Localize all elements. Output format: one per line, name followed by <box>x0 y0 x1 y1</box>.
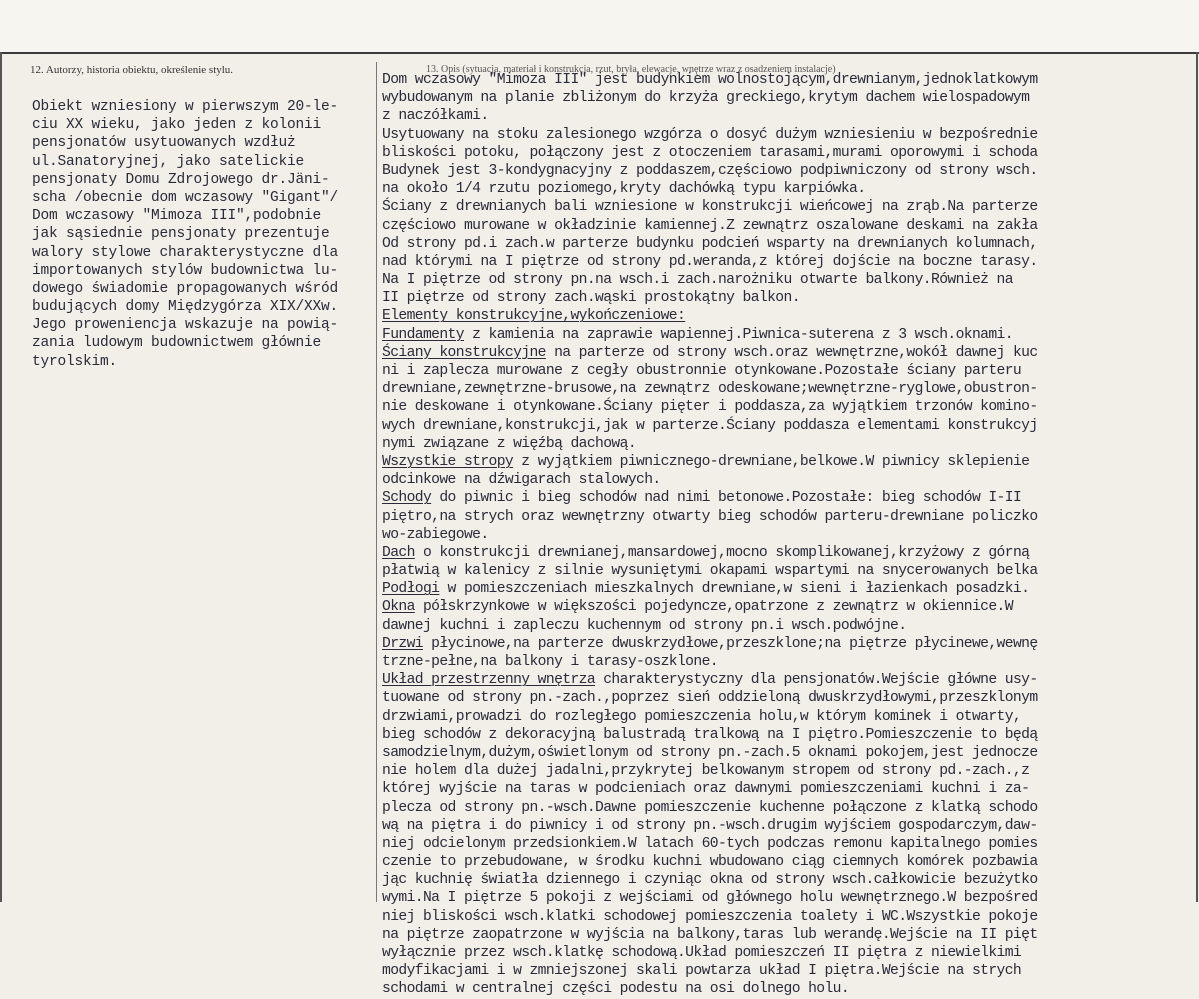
line-text: charakterystyczny dla pensjonatów.Wejście główne usy- <box>595 672 1038 689</box>
section-13-header: 13. Opis (sytuacja, materiał i konstrukcja, rzut, bryła, elewacje, wnętrze wraz z osadzeniem instalacje) <box>426 64 836 75</box>
line-text: piętro,na strych oraz wewnętrzny otwarty bieg schodów parteru-drewniane policzko <box>382 508 1038 525</box>
description-text-line <box>382 344 1196 362</box>
description-text-line <box>382 653 1196 671</box>
description-text-line <box>382 289 1196 307</box>
top-margin <box>0 0 1199 52</box>
line-text: odcinkowe na dźwigarach stalowych. <box>382 472 661 489</box>
description-text-line <box>382 508 1196 526</box>
underlined-section-label: Elementy konstrukcyjne,wykończeniowe: <box>382 308 686 325</box>
line-text: nad którymi na I piętrze od strony pd.weranda,z której dojście na boczne tarasy. <box>382 253 1038 270</box>
description-text-line <box>382 235 1196 253</box>
form-left-border <box>0 52 2 902</box>
description-text-line <box>382 126 1196 144</box>
description-text-line <box>382 671 1196 689</box>
description-text-line <box>382 271 1196 289</box>
history-text-line: scha /obecnie dom wczasowy "Gigant"/ <box>32 189 339 206</box>
line-text: o konstrukcji drewnianej,mansardowej,mocno skomplikowanej,krzyżowy z górną <box>414 544 1030 561</box>
line-text: samodzielnym,dużym,oświetlonym od strony pn.-zach.5 oknami pokojem,jest jednocze <box>382 744 1038 761</box>
description-text-line <box>382 817 1196 835</box>
line-text: na około 1/4 rzutu poziomego,kryty dachówką typu karpiówka. <box>382 181 866 198</box>
line-text: schodami w centralnej części podestu na osi dolnego holu. <box>382 981 850 998</box>
history-text-line: Jego proweniencja wskazuje na powią- <box>32 317 339 334</box>
line-text: bieg schodów z dekoracyjną balustradą tralkową na I piętro.Pomieszczenie to będą <box>382 726 1038 743</box>
line-text: płycinowe,na parterze dwuskrzydłowe,przeszklone;na piętrze płycinewe,wewnę <box>422 635 1038 652</box>
description-text-line <box>382 708 1196 726</box>
line-text: trzne-pełne,na balkony i tarasy-oszklone. <box>382 654 718 670</box>
line-text: tuowane od strony pn.-zach.,poprzez sień oddzieloną dwuskrzydłowymi,przeszklonym <box>382 690 1038 707</box>
line-text: płatwią w kalenicy z silnie wysuniętymi okapami wspartymi na snycerowanych belka <box>382 563 1038 580</box>
description-text-line <box>382 362 1196 380</box>
description-text-line <box>382 799 1196 817</box>
section-12-header: 12. Autorzy, historia obiektu, określenie stylu. <box>30 64 234 76</box>
description-text-line <box>382 326 1196 344</box>
line-text: II piętrze od strony zach.wąski prostokątny balkon. <box>382 290 800 307</box>
line-text: Budynek jest 3-kondygnacyjny z poddaszem,częściowo podpiwniczony od strony wsch. <box>382 162 1038 179</box>
description-text-line <box>382 526 1196 544</box>
history-text-line: walory stylowe charakterystyczne dla <box>32 244 339 261</box>
description-text-line <box>382 198 1196 216</box>
underlined-section-label: Dach <box>382 544 415 561</box>
description-text-line <box>382 217 1196 235</box>
description-text-line <box>382 726 1196 744</box>
underlined-section-label: Fundamenty <box>382 326 464 343</box>
underlined-section-label: Ściany konstrukcyjne <box>382 344 546 361</box>
description-text-line <box>382 853 1196 871</box>
description-text-line <box>382 689 1196 707</box>
line-text: modyfikacjami i w zmniejszonej skali powtarza układ I piętra.Wejście na strych <box>382 963 1022 980</box>
description-text-line <box>382 744 1196 762</box>
description-text-line <box>382 144 1196 162</box>
line-text: Ściany z drewnianych bali wzniesione w konstrukcji wieńcowej na zrąb.Na parterze <box>382 199 1038 216</box>
line-text: czenie to przebudowane, w środku kuchni wbudowano ciąg ciemnych komórek pozbawia <box>382 854 1038 871</box>
line-text: niej odcielonym przedsionkiem.W latach 60-tych podczas remonu kapitalnego pomies <box>382 835 1038 852</box>
line-text: wo-zabiegowe. <box>382 526 489 543</box>
history-text-line: ciu XX wieku, jako jeden z kolonii <box>32 117 322 134</box>
line-text: ni i zaplecza murowane z cegły obustronnie otynkowane.Pozostałe ściany parteru <box>382 363 1022 379</box>
description-text-line <box>382 598 1196 616</box>
line-text: z wyjątkiem piwnicznego-drewniane,belkowe.W piwnicy sklepienie <box>513 453 1030 470</box>
line-text: nie deskowane i otynkowane.Ściany pięter i poddasza,za wyjątkiem trzonów komino- <box>382 399 1038 416</box>
line-text: wych drewniane,konstrukcji,jak w parterze.Ściany poddasza elementami konstrukcyj <box>382 417 1038 434</box>
description-text-line <box>382 417 1196 435</box>
description-text-line <box>382 871 1196 889</box>
line-text: Na I piętrze od strony pn.na wsch.i zach.narożniku otwarte balkony.Również na <box>382 272 1013 289</box>
description-text-line <box>382 926 1196 944</box>
line-text: Usytuowany na stoku zalesionego wzgórza o dosyć dużym wzniesieniu w bezpośrednie <box>382 126 1038 143</box>
line-text: Od strony pd.i zach.w parterze budynku podcień wsparty na drewnianych kolumnach, <box>382 235 1038 252</box>
description-text-line <box>382 380 1196 398</box>
history-text-column <box>32 98 370 398</box>
line-text: plecza od strony pn.-wsch.Dawne pomieszczenie kuchenne połączone z klatką schodo <box>382 799 1038 816</box>
line-text: wymi.Na I piętrze 5 pokoji z wejściami od głównego holu wewnętrznego.W bezpośred <box>382 890 1038 907</box>
history-text-line: zania ludowym budownictwem głównie <box>32 335 322 352</box>
description-text-line <box>382 435 1196 453</box>
history-text-line: pensjonaty Domu Zdrojowego dr.Jäni- <box>32 171 330 188</box>
description-text-line <box>382 162 1196 180</box>
form-top-border <box>0 52 1199 54</box>
description-text-line <box>382 944 1196 962</box>
underlined-section-label: Układ przestrzenny wnętrza <box>382 672 596 689</box>
history-text-line: jak sąsiednie pensjonaty prezentuje <box>32 226 330 243</box>
line-text: której wyjście na taras w podcieniach oraz dawnymi pomieszczeniami kuchni i za- <box>382 781 1030 798</box>
description-text-line <box>382 580 1196 598</box>
line-text: wyłącznie przez wsch.klatkę schodową.Układ pomieszczeń II piętra z niewielkimi <box>382 945 1022 961</box>
description-text-line <box>382 107 1196 125</box>
description-text-line <box>382 398 1196 416</box>
description-text-line <box>382 835 1196 853</box>
line-text: wą na piętra i do piwnicy i od strony pn.-wsch.drugim wyjściem gospodarczym,daw- <box>382 817 1038 834</box>
line-text: drzwiami,prowadzi do rozległego pomieszczenia holu,w którym kominek i otwarty, <box>382 708 1022 725</box>
underlined-section-label: Podłogi <box>382 581 440 598</box>
line-text: dawnej kuchni i zapleczu kuchennym od strony pn.i wsch.podwójne. <box>382 617 907 634</box>
history-text-line: pensjonatów usytuowanych wzdłuż <box>32 135 296 152</box>
description-text-line <box>382 489 1196 507</box>
line-text: z kamienia na zaprawie wapiennej.Piwnica-suterena z 3 wsch.oknami. <box>463 326 1013 343</box>
description-text-line <box>382 89 1196 107</box>
history-text-line: budujących domy Międzygórza XIX/XXw. <box>32 299 339 316</box>
description-text-line <box>382 908 1196 926</box>
line-text: na piętrze zaopatrzone w wyjścia na balkony,taras lub werandę.Wejście na II pięt <box>382 926 1038 943</box>
line-text: do piwnic i bieg schodów nad nimi betonowe.Pozostałe: bieg schodów I-II <box>431 490 1022 507</box>
description-text-line <box>382 562 1196 580</box>
history-text-line: Obiekt wzniesiony w pierwszym 20-le- <box>32 99 339 115</box>
line-text: z naczółkami. <box>382 108 489 125</box>
line-text: jąc kuchnię światła dziennego i czyniąc okna od strony wsch.całkowicie bezużytko <box>382 872 1038 889</box>
form-right-border <box>1196 52 1198 902</box>
description-text-line <box>382 635 1196 653</box>
description-text-line <box>382 544 1196 562</box>
line-text: Dom wczasowy "Mimoza III" jest budynkiem wolnostojącym,drewnianym,jednoklatkowym <box>382 72 1038 88</box>
line-text: wybudowanym na planie zbliżonym do krzyża greckiego,krytym dachem wielospadowym <box>382 90 1030 107</box>
description-text-line <box>382 780 1196 798</box>
description-text-line <box>382 453 1196 471</box>
description-text-line <box>382 889 1196 907</box>
description-text-line <box>382 980 1196 998</box>
column-divider <box>376 62 377 902</box>
description-text-line <box>382 962 1196 980</box>
history-text-line: ul.Sanatoryjnej, jako satelickie <box>32 153 305 170</box>
line-text: na parterze od strony wsch.oraz wewnętrzne,wokół dawnej kuc <box>545 344 1038 361</box>
line-text: półskrzynkowe w większości pojedyncze,opatrzone z zewnątrz w okiennice.W <box>414 599 1013 616</box>
description-text-line <box>382 253 1196 271</box>
underlined-section-label: Wszystkie stropy <box>382 453 514 470</box>
line-text: niej bliskości wsch.klatki schodowej pomieszczenia toalety i WC.Wszystkie pokoje <box>382 908 1038 925</box>
description-text-line <box>382 617 1196 635</box>
description-text-line <box>382 307 1196 325</box>
underlined-section-label: Okna <box>382 599 415 616</box>
line-text: nymi związane z więźbą dachową. <box>382 435 637 452</box>
line-text: drewniane,zewnętrzne-brusowe,na zewnątrz odeskowane;wewnętrzne-ryglowe,obustron- <box>382 381 1038 398</box>
line-text: nie holem dla dużej jadalni,przykrytej belkowanym stropem od strony pd.-zach.,z <box>382 763 1030 780</box>
history-text-line: dowego świadomie propagowanych wśród <box>32 280 339 297</box>
history-text-line: tyrolskim. <box>32 353 118 370</box>
line-text: częściowo murowane w okładzinie kamiennej.Z zewnątrz oszalowane deskami na zakła <box>382 217 1038 234</box>
line-text: w pomieszczeniach mieszkalnych drewniane,w sieni i łazienkach posadzki. <box>439 581 1030 598</box>
underlined-section-label: Schody <box>382 490 432 507</box>
underlined-section-label: Drzwi <box>382 635 423 652</box>
description-text-line <box>382 71 1196 89</box>
description-text-line <box>382 762 1196 780</box>
history-text-line: importowanych stylów budownictwa lu- <box>32 262 339 279</box>
description-text-line <box>382 471 1196 489</box>
description-text-line <box>382 180 1196 198</box>
line-text: bliskości potoku, połączony jest z otoczeniem tarasami,murami oporowymi i schoda <box>382 144 1038 161</box>
history-text-line: Dom wczasowy "Mimoza III",podobnie <box>32 208 322 225</box>
description-text-column <box>382 71 1196 998</box>
